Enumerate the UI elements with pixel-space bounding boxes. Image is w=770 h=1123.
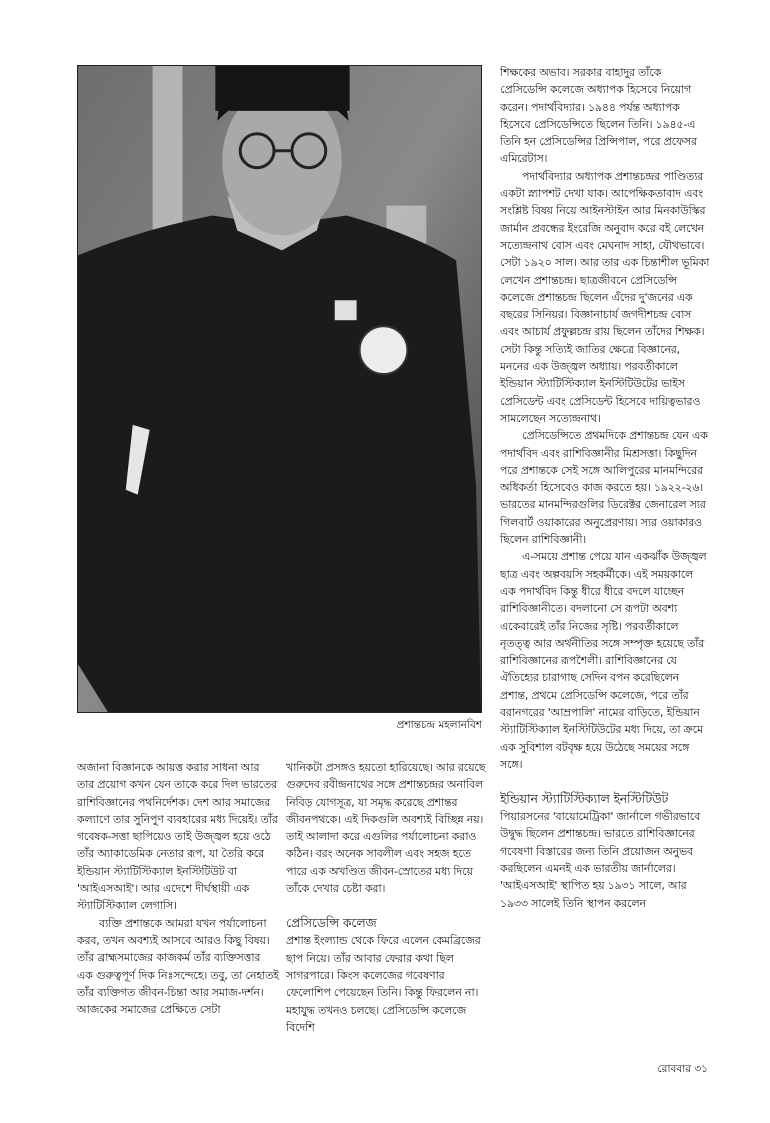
paragraph: এ-সময়ে প্রশান্ত পেয়ে যান একঝাঁক উজ্জ্বল ছাত্র এবং অল্পবয়সি সহকর্মীকে। এই সময়কালে এক পদার্থবিদ কিন্তু ধীরে ধীরে বদলে যাচ্ছেন রাশিবিজ্ঞানীতে। বদলানো সে রূপটা অবশ্য একেবারেই তাঁর নিজের সৃষ্টি। পরবর্তীকালে নৃতত্ত্ব আর অর্থনীতির সঙ্গে সম্পৃক্ত হয়েছে তাঁর রাশিবিজ্ঞানের রূপশৈলী। রাশিবিজ্ঞানের যে ঐতিহ্যের চারাগাছ সেদিন বপন করেছিলেন প্রশান্ত, প্রথমে প্রেসিডেন্সি কলেজে, পরে তাঁর বরানগরের 'আম্রপালি' নামের বাড়িতে, ইন্ডিয়ান স্ট্যাটিস্টিক্যাল ইনস্টিটিউটের মধ্য দিয়ে, তা ক্রমে এক সুবিশাল বটবৃক্ষ হয়ে উঠেছে সময়ের সঙ্গে সঙ্গে। [500, 550, 707, 771]
article-column-middle [286, 759, 486, 1036]
page-number: ৩১ [694, 1063, 708, 1075]
page-footer [560, 1062, 708, 1079]
magazine-name: রোববার [657, 1063, 692, 1075]
paragraph: প্রেসিডেন্সিতে প্রথমদিকে প্রশান্তচন্দ্র যেন এক পদার্থবিদ এবং রাশিবিজ্ঞানীর মিশ্রসত্তা। কিছুদিন পরে প্রশান্তকে সেই সঙ্গে আলিপুরের মানমন্দিরের অধিকর্তা হিসেবেও কাজ করতে হয়। ১৯২২-২৬। ভারতের মানমন্দিরগুলির ডিরেক্টর জেনারেল স্যর গিলবার্ট ওয়াকারের অনুপ্রেরণায়। স্যর ওয়াকারও ছিলেন রাশিবিজ্ঞানী। [500, 429, 708, 547]
portrait-photo [77, 65, 482, 713]
medal-badge [360, 326, 408, 374]
paragraph: অজানা বিজ্ঞানকে আয়ত্ত করার সাধনা আর তার প্রয়োগ কখন যেন তাকে করে দিল ভারতের রাশিবিজ্ঞানের পথনির্দেশক। দেশ আর সমাজের কল্যাণে তার সুনিপুণ ব্যবহারের মধ্য দিয়েই। তাঁর গবেষক-সত্তা ছাপিয়েও তাই উজ্জ্বল হয়ে ওঠে তাঁর অ্যাকাডেমিক নেতার রূপ, যা তৈরি করে ইন্ডিয়ান স্ট্যাটিস্টিক্যাল ইনস্টিটিউট বা 'আইএসআই'। আর এদেশে দীর্ঘস্থায়ী এক স্ট্যাটিস্টিক্যাল লেগাসি। [77, 761, 278, 913]
photo-caption: প্রশান্তচন্দ্র মহলানবিশ [396, 719, 482, 731]
section-heading: ইন্ডিয়ান স্ট্যাটিস্টিক্যাল ইনস্টিটিউট [500, 791, 669, 807]
section-heading: প্রেসিডেন্সি কলেজ [286, 915, 377, 931]
paragraph: খানিকটা প্রসঙ্গও হয়তো হারিয়েছে। আর রয়েছে গুরুদেব রবীন্দ্রনাথের সঙ্গে প্রশান্তচন্দ্রর অনাবিল নিবিড় যোগসূত্র, যা সমৃদ্ধ করেছে প্রশান্তর জীবনপথকে। এই দিকগুলি অবশ্যই বিচ্ছিন্ন নয়। তাই আলাদা করে এগুলির পর্যালোচনা করাও কঠিন। বরং অনেক সাবলীল এবং সহজ হতে পারে এক অখণ্ডিত জীবন-স্রোতের মধ্য দিয়ে তাঁকে দেখার চেষ্টা করা। [286, 761, 486, 896]
cap-top [215, 66, 349, 111]
article-column-left [77, 759, 279, 1018]
background-pillar [153, 66, 183, 245]
paragraph: পিয়ারসনের 'বায়োমেট্রিকা' জার্নালে গভীরভাবে উদ্বুদ্ধ ছিলেন প্রশান্তচন্দ্র। ভারতে রাশিবিজ্ঞানের গবেষণা বিস্তারের জন্য তিনি প্রয়োজন অনুভব করছিলেন এমনই এক ভারতীয় জার্নালের। 'আইএসআই' স্থাপিত হয় ১৯৩১ সালে, আর ১৯৩৩ সালেই তিনি স্থাপন করলেন [500, 810, 701, 910]
badge-rectangle [335, 300, 357, 320]
paragraph: প্রশান্ত ইংল্যান্ড থেকে ফিরে এলেন কেমব্রিজের ছাপ নিয়ে। তাঁর আবার ফেরার কথা ছিল সাগরপারে। কিংস কলেজের গবেষণার ফেলোশিপ পেয়েছেন তিনি। কিন্তু ফিরলেন না। মহাযুদ্ধ তখনও চলছে। প্রেসিডেন্সি কলেজে বিদেশি [286, 934, 481, 1034]
paragraph: শিক্ষকের অভাব। সরকার বাহাদুর তাঁকে প্রেসিডেন্সি কলেজে অধ্যাপক হিসেবে নিয়োগ করেন। পদার্থবিদ্যার। ১৯৪৪ পর্যন্ত অধ্যাপক হিসেবে প্রেসিডেন্সিতে ছিলেন তিনি। ১৯৪৫-এ তিনি হন প্রেসিডেন্সির প্রিন্সিপাল, পরে প্রফেসর এমিরেটাস। [500, 66, 697, 166]
article-column-right [500, 64, 710, 912]
portrait-illustration [78, 66, 481, 712]
paragraph: পদার্থবিদ্যার অধ্যাপক প্রশান্তচন্দ্রর পাণ্ডিত্যর একটা স্ন্যাপশট দেখা যাক। আপেক্ষিকতাবাদ এবং সংশ্লিষ্ট বিষয় নিয়ে আইনস্টাইন আর মিনকাউস্কির জার্মান প্রবন্ধের ইংরেজি অনুবাদ করে বই লেখেন সত্যেন্দ্রনাথ বোস এবং মেঘনাদ সাহা, যৌথভাবে। সেটা ১৯২০ সাল। আর তার এক চিন্তাশীল ভূমিকা লেখেন প্রশান্তচন্দ্র। ছাত্রজীবনে প্রেসিডেন্সি কলেজে প্রশান্তচন্দ্র ছিলেন এঁদের দু'জনের এক বছরের সিনিয়র। বিজ্ঞানাচার্য জগদীশচন্দ্র বোস এবং আচার্য প্রফুল্লচন্দ্র রায় ছিলেন তাঁদের শিক্ষক। সেটা কিন্তু সত্যিই জাতির ক্ষেত্রে বিজ্ঞানের, মননের এক উজ্জ্বল অধ্যায়। পরবর্তীকালে ইন্ডিয়ান স্ট্যাটিস্টিক্যাল ইনস্টিটিউটের ভাইস প্রেসিডেন্ট এবং প্রেসিডেন্ট হিসেবে দায়িত্বভারও সামলেছেন সত্যেন্দ্রনাথ। [500, 169, 710, 425]
paragraph: ব্যক্তি প্রশান্তকে আমরা যখন পর্যালোচনা করব, তখন অবশ্যই আসবে আরও কিছু বিষয়। তাঁর ব্রাহ্মসমাজের কাজকর্ম তাঁর ব্যক্তিসত্তার এক গুরুত্বপূর্ণ দিক নিঃসন্দেহে। তবু, তা নেহাতই তাঁর ব্যক্তিগত জীবন-চিন্তা আর সমাজ-দর্শন। আজকের সমাজের প্রেক্ষিতে সেটা [77, 916, 279, 1017]
